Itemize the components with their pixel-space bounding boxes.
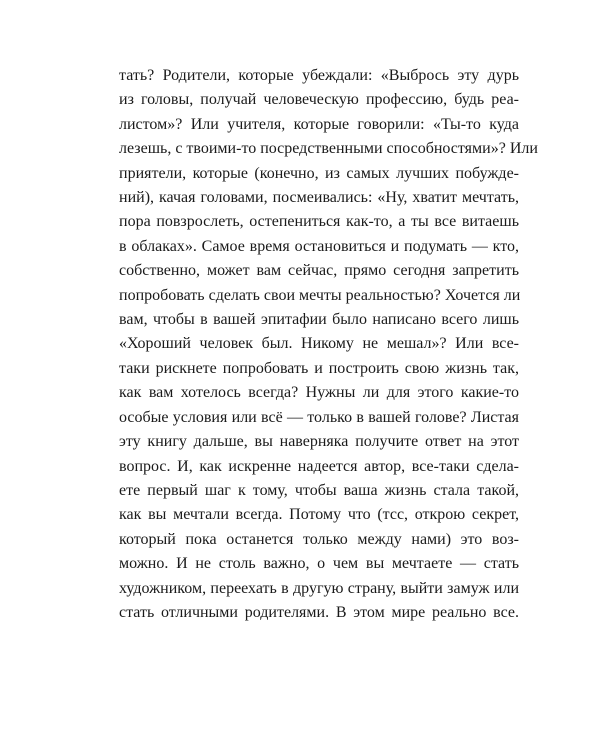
text-line: можно. И не столь важно, о чем вы мечтаете — стать (119, 555, 519, 573)
text-line: художником, переехать в другую страну, выйти замуж или (119, 579, 519, 597)
text-line: лезешь, с твоими-то посредственными способностями»? Или (119, 140, 538, 158)
text-line: из головы, получай человеческую профессию, будь реа- (119, 91, 519, 109)
text-line: эту книгу дальше, вы наверняка получите ответ на этот (119, 433, 519, 451)
text-line: пора повзрослеть, остепениться как-то, а ты все витаешь (119, 213, 519, 231)
body-text (119, 64, 538, 625)
text-line: таки рискнете попробовать и построить свою жизнь так, (119, 359, 519, 377)
text-line: вам, чтобы в вашей эпитафии было написано всего лишь (119, 311, 519, 329)
text-line: «Хороший человек был. Никому не мешал»? Или все- (119, 335, 519, 353)
text-line: приятели, которые (конечно, из самых лучших побужде- (119, 164, 519, 182)
text-line: особые условия или всё — только в вашей голове? Листая (119, 408, 519, 426)
text-line: тать? Родители, которые убеждали: «Выбрось эту дурь (119, 67, 519, 84)
text-line: ний), качая головами, посмеивались: «Ну, хватит мечтать, (119, 189, 519, 207)
text-line: попробовать сделать свои мечты реальностью? Хочется ли (119, 286, 521, 304)
text-line: в облаках». Самое время остановиться и подумать — кто, (119, 237, 519, 255)
text-line: вопрос. И, как искренне надеется автор, все-таки сдела- (119, 457, 519, 475)
text-line: листом»? Или учителя, которые говорили: «Ты-то куда (119, 115, 519, 133)
text-line: ете первый шаг к тому, чтобы ваша жизнь стала такой, (119, 481, 519, 499)
text-line: стать отличными родителями. В этом мире реально все. (119, 603, 519, 621)
text-line: который пока останется только между нами) это воз- (119, 530, 519, 548)
text-line: как вам хотелось всегда? Нужны ли для этого какие-то (119, 384, 519, 402)
text-line: как вы мечтали всегда. Потому что (тсс, открою секрет, (119, 506, 519, 524)
text-line: собственно, может вам сейчас, прямо сегодня запретить (119, 262, 519, 280)
